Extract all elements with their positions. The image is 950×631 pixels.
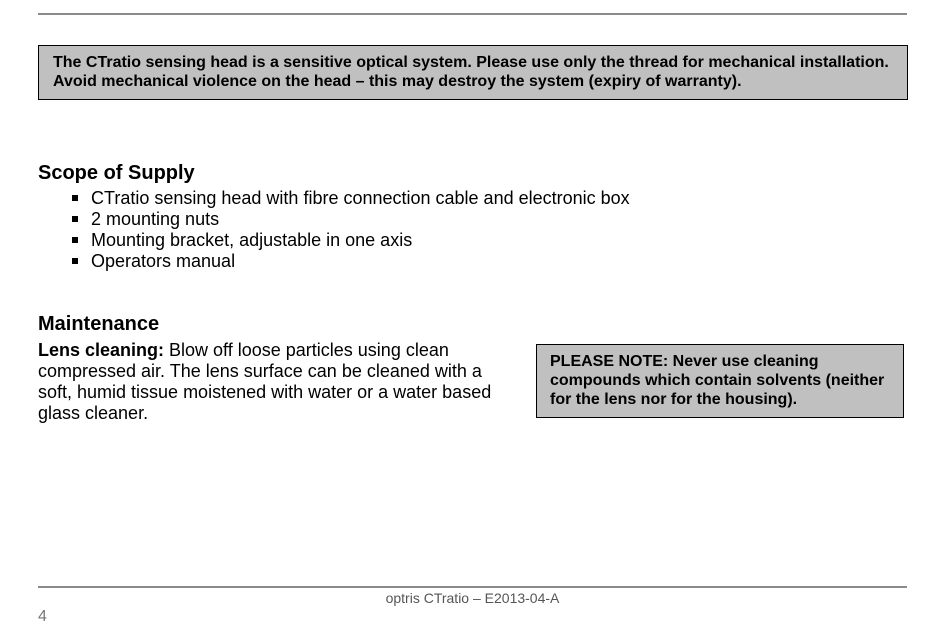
top-divider — [38, 13, 907, 15]
page-number: 4 — [38, 608, 47, 625]
lens-cleaning-paragraph — [38, 340, 508, 424]
scope-heading: Scope of Supply — [38, 162, 195, 184]
lens-cleaning-label: Lens cleaning: — [38, 340, 165, 360]
list-item-text: Operators manual — [91, 251, 236, 271]
square-bullet-icon — [72, 216, 78, 222]
warning-box — [38, 45, 908, 100]
footer-text: optris CTratio – E2013-04-A — [385, 590, 560, 606]
list-item — [38, 209, 630, 230]
maintenance-heading: Maintenance — [38, 313, 160, 335]
note-box: PLEASE NOTE: Never use cleaning compounds which contain solvents (neither for the lens nor for the housing). — [536, 344, 904, 418]
list-item-text: Mounting bracket, adjustable in one axis — [91, 230, 413, 250]
list-item-text: 2 mounting nuts — [91, 209, 220, 229]
bottom-divider — [38, 586, 907, 588]
warning-line-2: Avoid mechanical violence on the head – this may destroy the system (expiry of warranty). — [53, 73, 742, 90]
list-item-text: CTratio sensing head with fibre connection cable and electronic box — [91, 188, 630, 208]
list-item — [38, 230, 630, 251]
supply-list — [38, 188, 630, 272]
list-item — [38, 251, 630, 272]
square-bullet-icon — [72, 258, 78, 264]
lens-cleaning-text: Blow off loose particles using clean compressed air. The lens surface can be cleaned with a soft, humid tissue moistened with water or a water based glass cleaner. — [38, 340, 492, 423]
square-bullet-icon — [72, 195, 78, 201]
square-bullet-icon — [72, 237, 78, 243]
warning-line-1: The CTratio sensing head is a sensitive optical system. Please use only the thread for mechanical installation. — [53, 54, 889, 71]
list-item — [38, 188, 630, 209]
